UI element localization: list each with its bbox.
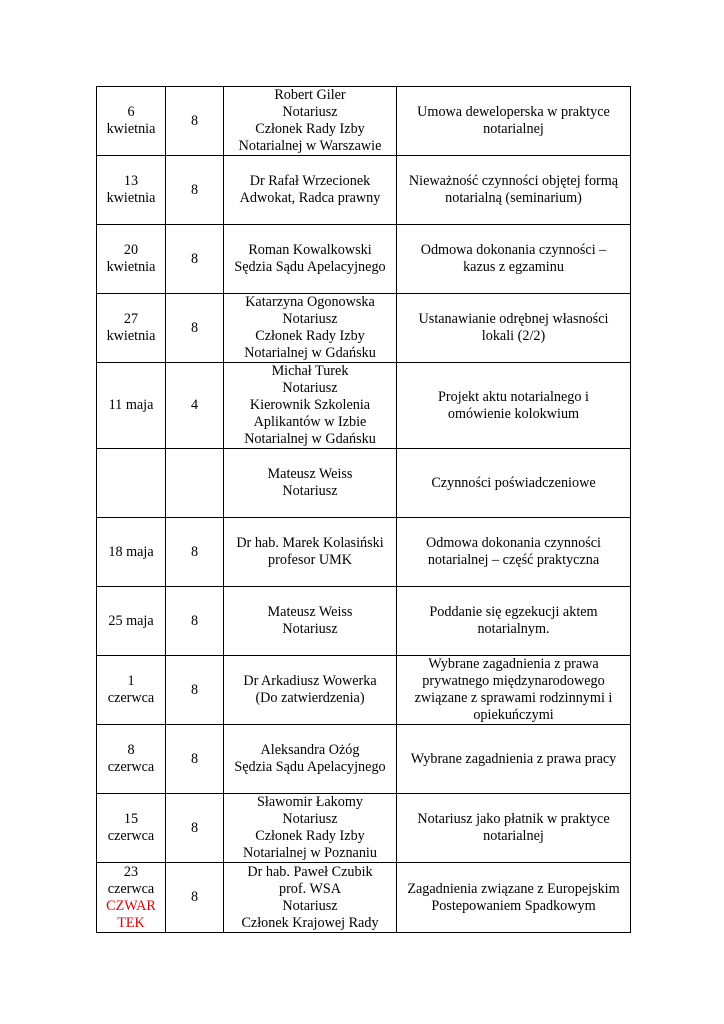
date-line: kwietnia	[106, 121, 156, 137]
date-cell	[97, 294, 166, 363]
lecturer-cell	[224, 87, 397, 156]
date-cell	[97, 863, 166, 933]
weekday-note: TEK	[117, 914, 145, 931]
lecturer-line: Dr Rafał Wrzecionek	[249, 173, 371, 189]
table-row	[97, 294, 631, 363]
lecturer-cell	[224, 863, 397, 933]
lecturer-line: Robert Giler	[274, 87, 346, 103]
topic-line: Wybrane zagadnienia z prawa	[428, 656, 599, 672]
lecturer-line: Notariusz	[282, 621, 338, 637]
topic-line: Nieważność czynności objętej formą	[408, 173, 619, 189]
date-line: 8	[127, 742, 135, 758]
topic-cell	[397, 87, 631, 156]
topic-line: prywatnego międzynarodowego	[422, 673, 605, 689]
lecturer-line: Kierownik Szkolenia	[249, 397, 371, 413]
date-line: 27	[123, 311, 139, 327]
table-row	[97, 156, 631, 225]
lecturer-line: Notarialnej w Warszawie	[238, 138, 382, 154]
lecturer-line: Notariusz	[282, 380, 338, 396]
date-line: czerwca	[107, 880, 155, 897]
lecturer-line: Notarialnej w Poznaniu	[243, 845, 377, 861]
lecturer-cell	[224, 225, 397, 294]
lecturer-line: Mateusz Weiss	[267, 466, 353, 482]
topic-line: Czynności poświadczeniowe	[431, 474, 596, 491]
topic-cell	[397, 294, 631, 363]
topic-cell	[397, 587, 631, 656]
table-row	[97, 656, 631, 725]
date-cell	[97, 587, 166, 656]
lecturer-line: Sędzia Sądu Apelacyjnego	[234, 259, 386, 275]
hours-cell: 8	[166, 587, 224, 656]
lecturer-line: Dr hab. Marek Kolasiński	[236, 535, 384, 551]
topic-line: Umowa deweloperska w praktyce	[417, 104, 610, 120]
lecturer-line: Notariusz	[282, 104, 338, 120]
lecturer-line: Dr hab. Paweł Czubik	[247, 863, 373, 880]
hours-cell: 8	[166, 794, 224, 863]
hours-cell: 8	[166, 518, 224, 587]
hours-cell: 8	[166, 656, 224, 725]
date-line: 1	[127, 673, 135, 689]
lecturer-line: prof. WSA	[278, 880, 341, 897]
lecturer-line: Członek Rady Izby	[255, 328, 365, 344]
date-line: 18 maja	[108, 543, 154, 560]
lecturer-line: Członek Rady Izby	[255, 828, 365, 844]
lecturer-line: Adwokat, Radca prawny	[239, 190, 381, 206]
lecturer-line: Notariusz	[282, 811, 338, 827]
topic-cell	[397, 225, 631, 294]
date-line: kwietnia	[106, 190, 156, 206]
topic-cell	[397, 518, 631, 587]
lecturer-cell	[224, 794, 397, 863]
date-cell	[97, 656, 166, 725]
topic-line: notarialnej	[483, 828, 544, 844]
topic-line: Notariusz jako płatnik w praktyce	[417, 811, 610, 827]
topic-line: Postepowaniem Spadkowym	[431, 897, 596, 914]
topic-line: opiekuńczymi	[473, 707, 554, 723]
date-line: 23	[123, 863, 139, 880]
lecturer-line: Roman Kowalkowski	[248, 242, 372, 258]
lecturer-line: profesor UMK	[268, 552, 352, 568]
lecturer-cell	[224, 725, 397, 794]
date-cell	[97, 518, 166, 587]
topic-line: związane z sprawami rodzinnymi i	[414, 690, 613, 706]
table-row	[97, 225, 631, 294]
topic-line: notarialnej – część praktyczna	[427, 552, 600, 568]
hours-cell: 8	[166, 725, 224, 794]
topic-cell	[397, 156, 631, 225]
lecturer-line: Członek Krajowej Rady	[241, 914, 379, 931]
topic-line: notarialnym.	[477, 621, 550, 637]
lecturer-line: Mateusz Weiss	[267, 604, 353, 620]
hours-cell: 8	[166, 225, 224, 294]
date-cell	[97, 725, 166, 794]
topic-cell	[397, 363, 631, 449]
table-row	[97, 363, 631, 449]
lecturer-line: Aleksandra Ożóg	[260, 742, 360, 758]
lecturer-line: Notarialnej w Gdańsku	[244, 431, 376, 447]
topic-line: lokali (2/2)	[481, 328, 546, 344]
topic-cell	[397, 725, 631, 794]
hours-cell: 8	[166, 156, 224, 225]
topic-line: notarialną (seminarium)	[445, 190, 582, 206]
topic-cell	[397, 449, 631, 518]
date-cell	[97, 156, 166, 225]
lecturer-line: Aplikantów w Izbie	[253, 414, 367, 430]
lecturer-line: Notariusz	[282, 897, 338, 914]
lecturer-line: Notarialnej w Gdańsku	[244, 345, 376, 361]
date-line: 11 maja	[108, 397, 154, 413]
lecturer-cell	[224, 656, 397, 725]
topic-line: Projekt aktu notarialnego i	[438, 388, 589, 405]
topic-line: Zagadnienia związane z Europejskim	[407, 880, 620, 897]
date-line: 13	[123, 173, 139, 189]
hours-cell: 8	[166, 87, 224, 156]
lecturer-cell	[224, 518, 397, 587]
topic-cell	[397, 656, 631, 725]
table-row	[97, 863, 631, 933]
date-cell	[97, 87, 166, 156]
table-row	[97, 725, 631, 794]
hours-cell	[166, 449, 224, 518]
topic-line: notarialnej	[483, 121, 544, 137]
hours-cell: 4	[166, 363, 224, 449]
lecturer-cell	[224, 363, 397, 449]
table-row	[97, 87, 631, 156]
lecturer-cell	[224, 587, 397, 656]
topic-line: Ustanawianie odrębnej własności	[418, 311, 609, 327]
lecturer-cell	[224, 294, 397, 363]
date-line: czerwca	[107, 690, 155, 706]
topic-line: omówienie kolokwium	[447, 405, 580, 422]
table-row	[97, 587, 631, 656]
date-cell	[97, 794, 166, 863]
topic-line: kazus z egzaminu	[463, 259, 564, 275]
lecturer-line: Notariusz	[282, 311, 338, 327]
lecturer-line: Dr Arkadiusz Wowerka	[243, 673, 377, 689]
date-line: 6	[127, 104, 135, 120]
date-cell	[97, 363, 166, 449]
date-cell	[97, 449, 166, 518]
lecturer-line: (Do zatwierdzenia)	[255, 690, 365, 706]
lecturer-cell	[224, 449, 397, 518]
weekday-note: CZWAR	[106, 897, 156, 914]
topic-line: Odmowa dokonania czynności –	[420, 242, 607, 258]
lecturer-cell	[224, 156, 397, 225]
lecturer-line: Katarzyna Ogonowska	[245, 294, 375, 310]
lecturer-line: Członek Rady Izby	[255, 121, 365, 137]
date-line: 15	[123, 811, 139, 827]
table-row	[97, 518, 631, 587]
lecturer-line: Sędzia Sądu Apelacyjnego	[234, 759, 386, 775]
date-line: czerwca	[107, 828, 155, 844]
hours-cell: 8	[166, 294, 224, 363]
topic-line: Odmowa dokonania czynności	[426, 535, 601, 551]
topic-cell	[397, 863, 631, 933]
lecturer-line: Sławomir Łakomy	[257, 794, 363, 810]
topic-line: Poddanie się egzekucji aktem	[429, 604, 598, 620]
table-row	[97, 449, 631, 518]
lecturer-line: Michał Turek	[271, 363, 349, 379]
date-line: kwietnia	[106, 328, 156, 344]
topic-cell	[397, 794, 631, 863]
date-cell	[97, 225, 166, 294]
topic-line: Wybrane zagadnienia z prawa pracy	[410, 750, 617, 767]
date-line: 25 maja	[108, 612, 154, 629]
date-line: 20	[123, 242, 139, 258]
date-line: czerwca	[107, 759, 155, 775]
date-line: kwietnia	[106, 259, 156, 275]
schedule-table	[96, 86, 631, 933]
lecturer-line: Notariusz	[282, 483, 338, 499]
table-row	[97, 794, 631, 863]
hours-cell: 8	[166, 863, 224, 933]
